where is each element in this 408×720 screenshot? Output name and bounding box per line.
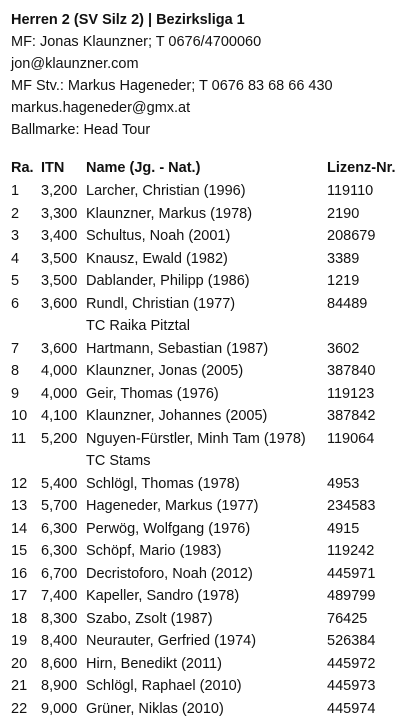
ball-brand-line: Ballmarke: Head Tour bbox=[11, 119, 401, 141]
name-cell: Schlögl, Raphael (2010) bbox=[86, 675, 242, 698]
table-row bbox=[11, 563, 401, 586]
name-cell: Geir, Thomas (1976) bbox=[86, 383, 219, 406]
rank-cell: 7 bbox=[11, 338, 19, 361]
name-cell: Hirn, Benedikt (2011) bbox=[86, 653, 222, 676]
rank-cell: 13 bbox=[11, 495, 27, 518]
rank-cell: 17 bbox=[11, 585, 27, 608]
rank-cell: 16 bbox=[11, 563, 27, 586]
table-row bbox=[11, 653, 401, 676]
table-row bbox=[11, 473, 401, 496]
column-header-name: Name (Jg. - Nat.) bbox=[86, 156, 200, 180]
club-name: TC Stams bbox=[86, 450, 150, 473]
rank-cell: 1 bbox=[11, 180, 19, 203]
name-cell: Hageneder, Markus (1977) bbox=[86, 495, 259, 518]
rank-cell: 10 bbox=[11, 405, 27, 428]
license-cell: 234583 bbox=[327, 495, 375, 518]
table-row bbox=[11, 630, 401, 653]
rank-cell: 19 bbox=[11, 630, 27, 653]
itn-cell: 4,000 bbox=[41, 383, 77, 406]
license-cell: 208679 bbox=[327, 225, 375, 248]
rank-cell: 18 bbox=[11, 608, 27, 631]
license-cell: 387840 bbox=[327, 360, 375, 383]
itn-cell: 3,200 bbox=[41, 180, 77, 203]
table-row bbox=[11, 495, 401, 518]
column-header-license: Lizenz-Nr. bbox=[327, 156, 395, 180]
table-row bbox=[11, 293, 401, 316]
license-cell: 445971 bbox=[327, 563, 375, 586]
table-row bbox=[11, 608, 401, 631]
itn-cell: 3,300 bbox=[41, 203, 77, 226]
table-row bbox=[11, 428, 401, 451]
itn-cell: 5,700 bbox=[41, 495, 77, 518]
name-cell: Rundl, Christian (1977) bbox=[86, 293, 235, 316]
captain-line: MF: Jonas Klaunzner; T 0676/4700060 bbox=[11, 31, 401, 53]
itn-cell: 8,400 bbox=[41, 630, 77, 653]
column-header-itn: ITN bbox=[41, 156, 64, 180]
itn-cell: 8,300 bbox=[41, 608, 77, 631]
table-row bbox=[11, 270, 401, 293]
rank-cell: 14 bbox=[11, 518, 27, 541]
name-cell: Klaunzner, Johannes (2005) bbox=[86, 405, 267, 428]
itn-cell: 5,200 bbox=[41, 428, 77, 451]
table-row bbox=[11, 540, 401, 563]
club-name: TC Raika Pitztal bbox=[86, 315, 190, 338]
name-cell: Perwög, Wolfgang (1976) bbox=[86, 518, 250, 541]
table-row bbox=[11, 360, 401, 383]
license-cell: 119123 bbox=[327, 383, 374, 406]
license-cell: 2190 bbox=[327, 203, 359, 226]
table-header bbox=[11, 156, 401, 180]
vice-captain-email: markus.hageneder@gmx.at bbox=[11, 97, 401, 119]
name-cell: Nguyen-Fürstler, Minh Tam (1978) bbox=[86, 428, 306, 451]
name-cell: Grüner, Niklas (2010) bbox=[86, 698, 224, 720]
rank-cell: 8 bbox=[11, 360, 19, 383]
captain-email: jon@klaunzner.com bbox=[11, 53, 401, 75]
name-cell: Klaunzner, Markus (1978) bbox=[86, 203, 252, 226]
itn-cell: 8,600 bbox=[41, 653, 77, 676]
table-row bbox=[11, 383, 401, 406]
name-cell: Hartmann, Sebastian (1987) bbox=[86, 338, 268, 361]
table-row bbox=[11, 698, 401, 720]
itn-cell: 4,100 bbox=[41, 405, 77, 428]
itn-cell: 8,900 bbox=[41, 675, 77, 698]
name-cell: Klaunzner, Jonas (2005) bbox=[86, 360, 243, 383]
license-cell: 1219 bbox=[327, 270, 359, 293]
itn-cell: 5,400 bbox=[41, 473, 77, 496]
rank-cell: 21 bbox=[11, 675, 27, 698]
itn-cell: 6,700 bbox=[41, 563, 77, 586]
license-cell: 489799 bbox=[327, 585, 375, 608]
license-cell: 445973 bbox=[327, 675, 375, 698]
itn-cell: 3,500 bbox=[41, 270, 77, 293]
license-cell: 3602 bbox=[327, 338, 359, 361]
name-cell: Decristoforo, Noah (2012) bbox=[86, 563, 253, 586]
table-row bbox=[11, 585, 401, 608]
table-row bbox=[11, 405, 401, 428]
rank-cell: 5 bbox=[11, 270, 19, 293]
itn-cell: 3,500 bbox=[41, 248, 77, 271]
license-cell: 119064 bbox=[327, 428, 374, 451]
itn-cell: 6,300 bbox=[41, 540, 77, 563]
name-cell: Kapeller, Sandro (1978) bbox=[86, 585, 239, 608]
itn-cell: 4,000 bbox=[41, 360, 77, 383]
license-cell: 3389 bbox=[327, 248, 359, 271]
name-cell: Neurauter, Gerfried (1974) bbox=[86, 630, 256, 653]
name-cell: Knausz, Ewald (1982) bbox=[86, 248, 228, 271]
itn-cell: 3,600 bbox=[41, 293, 77, 316]
itn-cell: 6,300 bbox=[41, 518, 77, 541]
roster-document bbox=[11, 9, 401, 720]
license-cell: 119242 bbox=[327, 540, 374, 563]
license-cell: 445972 bbox=[327, 653, 375, 676]
rank-cell: 3 bbox=[11, 225, 19, 248]
club-label bbox=[11, 315, 401, 338]
license-cell: 4953 bbox=[327, 473, 359, 496]
table-row bbox=[11, 675, 401, 698]
itn-cell: 7,400 bbox=[41, 585, 77, 608]
rank-cell: 12 bbox=[11, 473, 27, 496]
license-cell: 119110 bbox=[327, 180, 373, 203]
rank-cell: 15 bbox=[11, 540, 27, 563]
column-header-rank: Ra. bbox=[11, 156, 34, 180]
rank-cell: 6 bbox=[11, 293, 19, 316]
team-title: Herren 2 (SV Silz 2) | Bezirksliga 1 bbox=[11, 9, 401, 31]
rank-cell: 22 bbox=[11, 698, 27, 720]
name-cell: Schultus, Noah (2001) bbox=[86, 225, 230, 248]
itn-cell: 9,000 bbox=[41, 698, 77, 720]
player-table bbox=[11, 180, 401, 720]
itn-cell: 3,600 bbox=[41, 338, 77, 361]
table-row bbox=[11, 180, 401, 203]
table-row bbox=[11, 225, 401, 248]
table-row bbox=[11, 518, 401, 541]
license-cell: 84489 bbox=[327, 293, 367, 316]
table-row bbox=[11, 338, 401, 361]
license-cell: 76425 bbox=[327, 608, 367, 631]
name-cell: Schlögl, Thomas (1978) bbox=[86, 473, 240, 496]
license-cell: 4915 bbox=[327, 518, 359, 541]
vice-captain-line: MF Stv.: Markus Hageneder; T 0676 83 68 66 430 bbox=[11, 75, 401, 97]
name-cell: Dablander, Philipp (1986) bbox=[86, 270, 250, 293]
rank-cell: 2 bbox=[11, 203, 19, 226]
itn-cell: 3,400 bbox=[41, 225, 77, 248]
rank-cell: 4 bbox=[11, 248, 19, 271]
name-cell: Szabo, Zsolt (1987) bbox=[86, 608, 213, 631]
license-cell: 387842 bbox=[327, 405, 375, 428]
table-row bbox=[11, 248, 401, 271]
rank-cell: 9 bbox=[11, 383, 19, 406]
rank-cell: 11 bbox=[11, 428, 26, 451]
table-row bbox=[11, 203, 401, 226]
name-cell: Schöpf, Mario (1983) bbox=[86, 540, 221, 563]
club-label bbox=[11, 450, 401, 473]
name-cell: Larcher, Christian (1996) bbox=[86, 180, 246, 203]
license-cell: 526384 bbox=[327, 630, 375, 653]
license-cell: 445974 bbox=[327, 698, 375, 720]
rank-cell: 20 bbox=[11, 653, 27, 676]
